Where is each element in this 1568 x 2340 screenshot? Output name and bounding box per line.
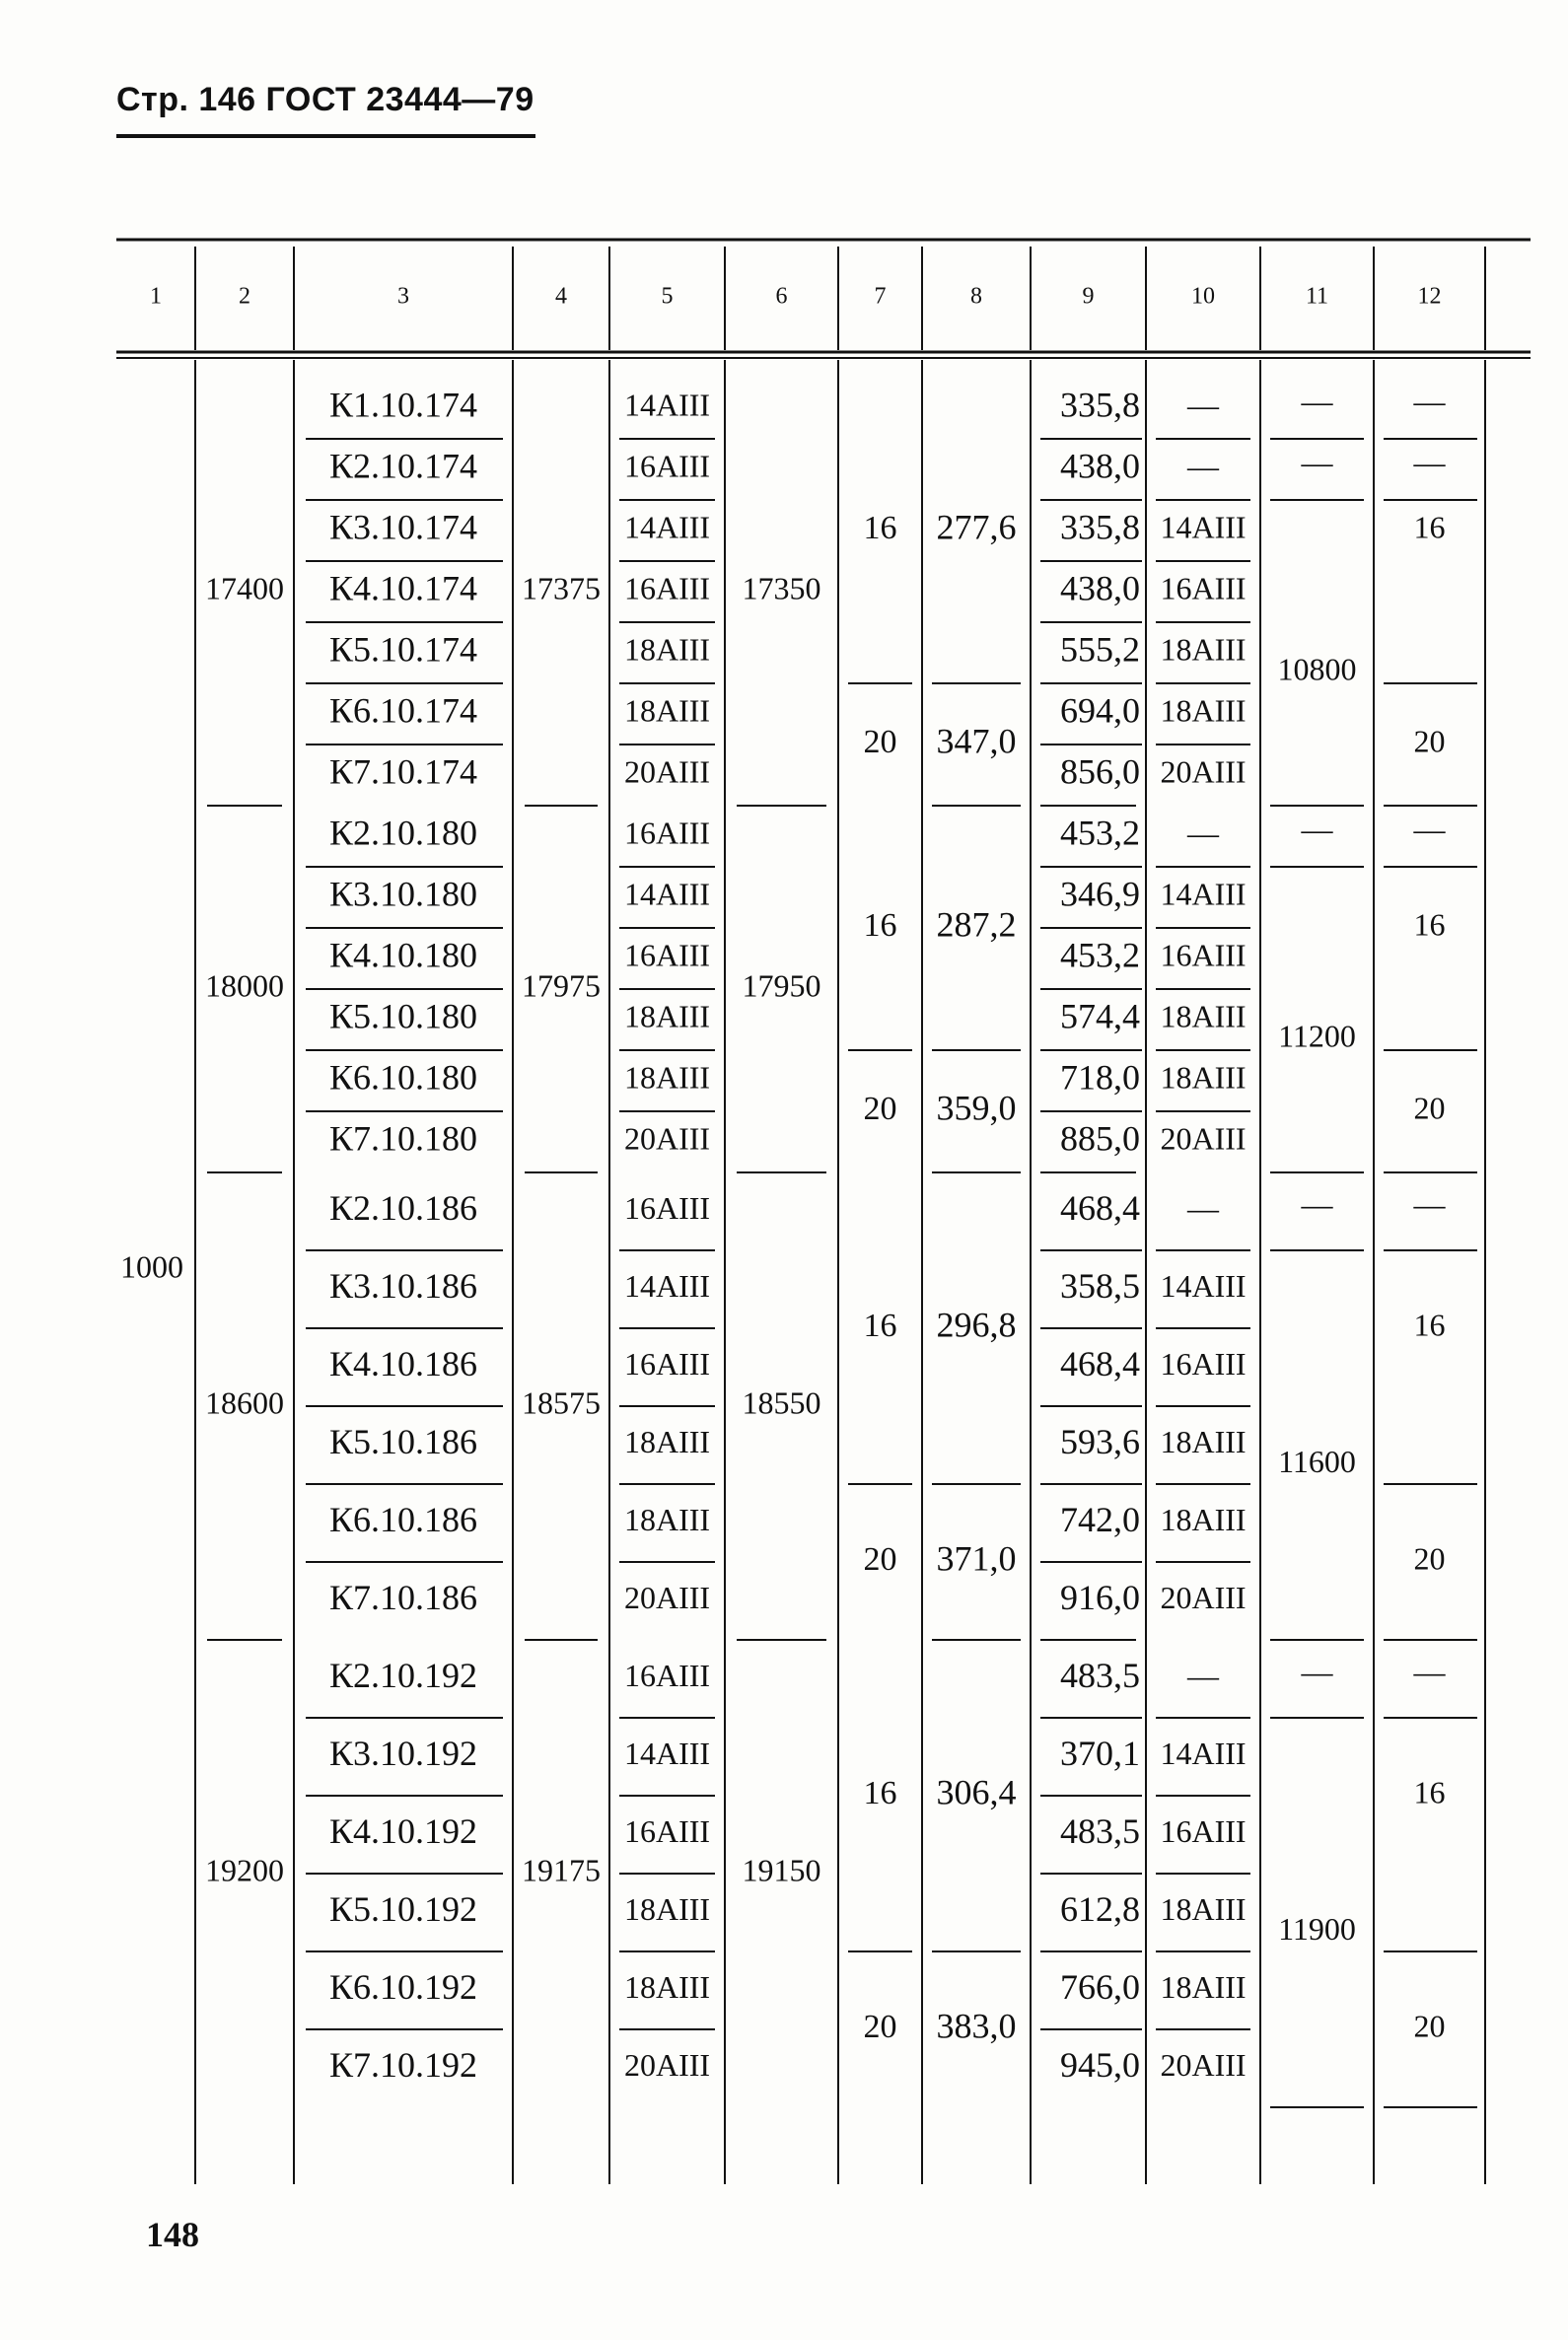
col10-rebar: 18АIII <box>1160 1059 1247 1096</box>
col5-rebar: 18АIII <box>623 1501 711 1537</box>
col10-rebar: 18АIII <box>1160 631 1247 668</box>
col5-rebar: 16АIII <box>623 815 711 851</box>
column-number-1: 1 <box>150 283 162 310</box>
col3-mark: К6.10.174 <box>328 690 478 731</box>
col9-value: 885,0 <box>1060 1118 1140 1159</box>
col8-value: 383,0 <box>936 2006 1017 2046</box>
col10-rebar: 18АIII <box>1160 1890 1247 1927</box>
col8-value: 371,0 <box>936 1538 1017 1579</box>
col5-rebar: 16АIII <box>623 937 711 973</box>
col12-value: 16 <box>1413 906 1446 943</box>
col9-value: 694,0 <box>1060 690 1140 731</box>
col3-mark: К4.10.180 <box>328 935 478 975</box>
col11-value: 11900 <box>1278 1910 1356 1947</box>
column-number-5: 5 <box>661 283 674 310</box>
column-number-7: 7 <box>874 283 887 310</box>
col9-value: 483,5 <box>1060 1655 1140 1695</box>
col12-dash: — <box>1413 811 1446 847</box>
col5-rebar: 18АIII <box>623 1968 711 2005</box>
col3-mark: К7.10.192 <box>328 2044 478 2085</box>
col9-value: 453,2 <box>1060 813 1140 853</box>
col5-rebar: 16АIII <box>623 570 711 606</box>
col9-value: 335,8 <box>1060 385 1140 425</box>
col5-rebar: 16АIII <box>623 1657 711 1693</box>
column-number-10: 10 <box>1191 283 1215 310</box>
col10-rebar: 20АIII <box>1160 753 1247 790</box>
col12-value: 16 <box>1413 1774 1446 1810</box>
col8-value: 287,2 <box>936 904 1017 945</box>
col8-value: 347,0 <box>936 721 1017 761</box>
col5-rebar: 14АIII <box>623 509 711 545</box>
col8-value: 296,8 <box>936 1305 1017 1345</box>
col9-value: 483,5 <box>1060 1810 1140 1851</box>
col4-value: 17375 <box>522 570 601 606</box>
col9-value: 453,2 <box>1060 935 1140 975</box>
col1-value: 1000 <box>120 1248 183 1285</box>
col5-rebar: 16АIII <box>623 1189 711 1226</box>
col9-value: 346,9 <box>1060 874 1140 914</box>
col5-rebar: 18АIII <box>623 1059 711 1096</box>
col5-rebar: 18АIII <box>623 998 711 1034</box>
col9-value: 593,6 <box>1060 1421 1140 1461</box>
col3-mark: К5.10.180 <box>328 996 478 1036</box>
col12-dash: — <box>1413 444 1446 480</box>
col3-mark: К5.10.186 <box>328 1421 478 1461</box>
col12-value: 20 <box>1413 1090 1446 1126</box>
col11-dash: — <box>1301 1185 1333 1222</box>
col8-value: 359,0 <box>936 1088 1017 1128</box>
col3-mark: К2.10.180 <box>328 813 478 853</box>
col3-mark: К7.10.186 <box>328 1577 478 1617</box>
col3-mark: К6.10.192 <box>328 1966 478 2007</box>
col9-value: 945,0 <box>1060 2044 1140 2085</box>
col3-mark: К7.10.180 <box>328 1118 478 1159</box>
col7-value: 16 <box>863 509 897 546</box>
col9-value: 718,0 <box>1060 1057 1140 1098</box>
col5-rebar: 14АIII <box>623 1267 711 1304</box>
col12-value: 20 <box>1413 1540 1446 1577</box>
col9-value: 574,4 <box>1060 996 1140 1036</box>
col3-mark: К4.10.186 <box>328 1343 478 1383</box>
col4-value: 18575 <box>522 1384 601 1421</box>
col10-rebar: 16АIII <box>1160 570 1247 606</box>
col3-mark: К3.10.174 <box>328 507 478 547</box>
col6-value: 18550 <box>742 1384 821 1421</box>
col5-rebar: 20АIII <box>623 753 711 790</box>
col10-rebar: 20АIII <box>1160 1579 1247 1615</box>
col9-value: 766,0 <box>1060 1966 1140 2007</box>
col9-value: 856,0 <box>1060 751 1140 792</box>
col12-dash: — <box>1413 1653 1446 1689</box>
col3-mark: К3.10.192 <box>328 1733 478 1773</box>
col10-rebar: 14АIII <box>1160 876 1247 912</box>
col9-value: 612,8 <box>1060 1888 1140 1929</box>
col10-rebar: — <box>1187 815 1219 851</box>
col10-rebar: 14АIII <box>1160 1267 1247 1304</box>
col3-mark: К2.10.186 <box>328 1187 478 1228</box>
column-number-2: 2 <box>239 283 250 310</box>
col5-rebar: 18АIII <box>623 1423 711 1459</box>
col10-rebar: 20АIII <box>1160 2046 1247 2083</box>
col9-value: 438,0 <box>1060 446 1140 486</box>
col11-dash: — <box>1301 811 1333 847</box>
col10-rebar: 16АIII <box>1160 1812 1247 1849</box>
col10-rebar: 14АIII <box>1160 509 1247 545</box>
col12-dash: — <box>1413 383 1446 419</box>
col7-value: 20 <box>863 723 897 760</box>
col10-rebar: 18АIII <box>1160 1501 1247 1537</box>
col10-rebar: — <box>1187 1189 1219 1226</box>
col3-mark: К6.10.186 <box>328 1499 478 1539</box>
col9-value: 438,0 <box>1060 568 1140 608</box>
col11-dash: — <box>1301 444 1333 480</box>
col7-value: 16 <box>863 1307 897 1344</box>
col5-rebar: 20АIII <box>623 2046 711 2083</box>
col7-value: 16 <box>863 906 897 944</box>
col2-value: 19200 <box>205 1852 284 1888</box>
col7-value: 20 <box>863 1090 897 1127</box>
col5-rebar: 18АIII <box>623 1890 711 1927</box>
column-number-3: 3 <box>397 283 409 310</box>
col5-rebar: 14АIII <box>623 387 711 423</box>
col9-value: 555,2 <box>1060 629 1140 670</box>
col10-rebar: 14АIII <box>1160 1735 1247 1771</box>
page-header: Стр. 146 ГОСТ 23444—79 <box>116 81 535 118</box>
col4-value: 17975 <box>522 967 601 1004</box>
col5-rebar: 16АIII <box>623 448 711 484</box>
col5-rebar: 18АIII <box>623 692 711 729</box>
col7-value: 20 <box>863 1540 897 1578</box>
col7-value: 16 <box>863 1774 897 1811</box>
col12-dash: — <box>1413 1185 1446 1222</box>
col5-rebar: 16АIII <box>623 1812 711 1849</box>
col9-value: 742,0 <box>1060 1499 1140 1539</box>
column-number-9: 9 <box>1082 283 1095 310</box>
col11-dash: — <box>1301 383 1333 419</box>
col6-value: 17350 <box>742 570 821 606</box>
col3-mark: К6.10.180 <box>328 1057 478 1098</box>
col3-mark: К5.10.174 <box>328 629 478 670</box>
col10-rebar: — <box>1187 448 1219 484</box>
col12-value: 16 <box>1413 509 1446 545</box>
col9-value: 358,5 <box>1060 1265 1140 1306</box>
col3-mark: К3.10.186 <box>328 1265 478 1306</box>
col8-value: 306,4 <box>936 1772 1017 1812</box>
col5-rebar: 14АIII <box>623 1735 711 1771</box>
col12-value: 16 <box>1413 1307 1446 1343</box>
col10-rebar: 16АIII <box>1160 1345 1247 1382</box>
col10-rebar: 18АIII <box>1160 1423 1247 1459</box>
col8-value: 277,6 <box>936 507 1017 547</box>
page-number: 148 <box>146 2215 199 2254</box>
col3-mark: К2.10.192 <box>328 1655 478 1695</box>
col2-value: 18000 <box>205 967 284 1004</box>
col4-value: 19175 <box>522 1852 601 1888</box>
col10-rebar: 18АIII <box>1160 1968 1247 2005</box>
column-number-8: 8 <box>970 283 982 310</box>
col3-mark: К2.10.174 <box>328 446 478 486</box>
col5-rebar: 20АIII <box>623 1579 711 1615</box>
col10-rebar: — <box>1187 1657 1219 1693</box>
col3-mark: К1.10.174 <box>328 385 478 425</box>
col11-value: 10800 <box>1277 651 1357 687</box>
col5-rebar: 14АIII <box>623 876 711 912</box>
col12-value: 20 <box>1413 2008 1446 2044</box>
col10-rebar: 16АIII <box>1160 937 1247 973</box>
col10-rebar: 20АIII <box>1160 1120 1247 1157</box>
col6-value: 19150 <box>742 1852 821 1888</box>
col3-mark: К3.10.180 <box>328 874 478 914</box>
col10-rebar: 18АIII <box>1160 692 1247 729</box>
col2-value: 18600 <box>205 1384 284 1421</box>
col5-rebar: 18АIII <box>623 631 711 668</box>
col11-value: 11200 <box>1278 1018 1356 1054</box>
col9-value: 468,4 <box>1060 1187 1140 1228</box>
column-number-11: 11 <box>1305 283 1329 310</box>
col6-value: 17950 <box>742 967 821 1004</box>
col11-dash: — <box>1301 1653 1333 1689</box>
col9-value: 370,1 <box>1060 1733 1140 1773</box>
col3-mark: К7.10.174 <box>328 751 478 792</box>
col7-value: 20 <box>863 2008 897 2045</box>
col11-value: 11600 <box>1278 1443 1356 1479</box>
column-number-6: 6 <box>775 283 788 310</box>
col2-value: 17400 <box>205 570 284 606</box>
col5-rebar: 20АIII <box>623 1120 711 1157</box>
col9-value: 468,4 <box>1060 1343 1140 1383</box>
col3-mark: К5.10.192 <box>328 1888 478 1929</box>
col5-rebar: 16АIII <box>623 1345 711 1382</box>
column-number-12: 12 <box>1417 283 1442 310</box>
col3-mark: К4.10.192 <box>328 1810 478 1851</box>
col10-rebar: 18АIII <box>1160 998 1247 1034</box>
col10-rebar: — <box>1187 387 1219 423</box>
column-number-4: 4 <box>555 283 567 310</box>
col9-value: 916,0 <box>1060 1577 1140 1617</box>
col12-value: 20 <box>1413 723 1446 759</box>
col3-mark: К4.10.174 <box>328 568 478 608</box>
col9-value: 335,8 <box>1060 507 1140 547</box>
